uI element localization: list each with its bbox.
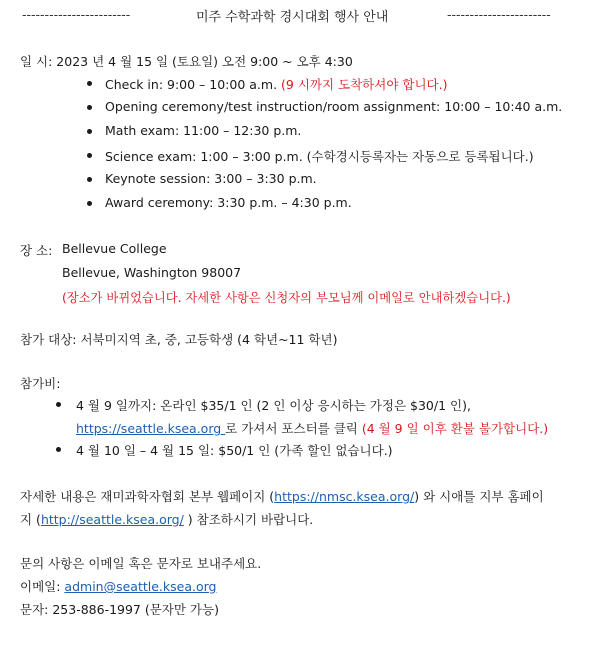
schedule-item-opening: Opening ceremony/test instruction/room assignment: 10:00 – 10:40 a.m. — [105, 99, 563, 114]
bullet-icon — [87, 129, 92, 134]
fee-label: 참가비: — [20, 376, 61, 391]
seattle-ksea-link[interactable]: https://seattle.ksea.org — [76, 421, 226, 436]
details-text: ) 와 시애틀 지부 홈페이 — [414, 489, 544, 504]
fee-early-link-line — [76, 419, 548, 437]
fee-early-line: 4 월 9 일까지: 온라인 $35/1 인 (2 인 이상 응시하는 가정은 $30/1 인), — [76, 398, 471, 413]
bullet-icon — [56, 447, 61, 452]
venue-address: Bellevue, Washington 98007 — [62, 265, 242, 280]
refund-note: (4 월 9 일 이후 환불 불가합니다.) — [361, 421, 549, 436]
contact-email-line — [20, 577, 216, 595]
contact-text-line: 문자: 253-886-1997 (문자만 가능) — [20, 602, 219, 617]
bullet-icon — [87, 105, 92, 110]
bullet-icon — [87, 177, 92, 182]
eligibility-line: 참가 대상: 서북미지역 초, 중, 고등학생 (4 학년~11 학년) — [20, 332, 338, 347]
email-link[interactable]: admin@seattle.ksea.org — [64, 579, 217, 594]
page-title: 미주 수학과학 경시대회 행사 안내 — [196, 10, 389, 25]
details-line-1 — [20, 487, 544, 505]
header-left-rule: ------------------------ — [22, 7, 131, 22]
details-text: 자세한 내용은 재미과학자협회 본부 웹페이지 ( — [20, 489, 275, 504]
checkin-note: (9 시까지 도착하셔야 합니다.) — [281, 77, 448, 92]
bullet-icon — [87, 201, 92, 206]
venue-name: Bellevue College — [62, 241, 167, 256]
venue-change-notice: (장소가 바뀌었습니다. 자세한 사항은 신청자의 부모님께 이메일로 안내하겠습니다.) — [62, 291, 511, 305]
nmsc-ksea-link[interactable]: https://nmsc.ksea.org/ — [274, 489, 415, 504]
event-date-line: 일 시: 2023 년 4 월 15 일 (토요일) 오전 9:00 ~ 오후 4:30 — [20, 54, 353, 69]
fee-link-suffix: 로 가셔서 포스터를 클릭 — [225, 421, 362, 436]
venue-label: 장 소: — [20, 243, 53, 258]
schedule-item-math: Math exam: 11:00 – 12:30 p.m. — [105, 123, 302, 138]
contact-intro: 문의 사항은 이메일 혹은 문자로 보내주세요. — [20, 556, 262, 571]
schedule-item-keynote: Keynote session: 3:00 – 3:30 p.m. — [105, 171, 317, 186]
bullet-icon — [87, 81, 92, 86]
schedule-item-checkin — [105, 75, 447, 93]
bullet-icon — [56, 402, 61, 407]
seattle-ksea-home-link[interactable]: http://seattle.ksea.org/ — [40, 512, 184, 527]
schedule-item-text: Check in: 9:00 – 10:00 a.m. — [105, 77, 282, 92]
details-line-2 — [20, 510, 313, 528]
details-text: 지 ( — [20, 512, 41, 527]
header-right-rule: ----------------------- — [447, 7, 551, 22]
schedule-item-award: Award ceremony: 3:30 p.m. – 4:30 p.m. — [105, 195, 352, 210]
details-text: ) 참조하시기 바랍니다. — [183, 512, 314, 527]
bullet-icon — [87, 153, 92, 158]
schedule-item-science: Science exam: 1:00 – 3:00 p.m. (수학경시등록자는 자동으로 등록됩니다.) — [105, 149, 534, 164]
fee-late-line: 4 월 10 일 – 4 월 15 일: $50/1 인 (가족 할인 없습니다.) — [76, 443, 393, 458]
email-label: 이메일: — [20, 579, 65, 594]
